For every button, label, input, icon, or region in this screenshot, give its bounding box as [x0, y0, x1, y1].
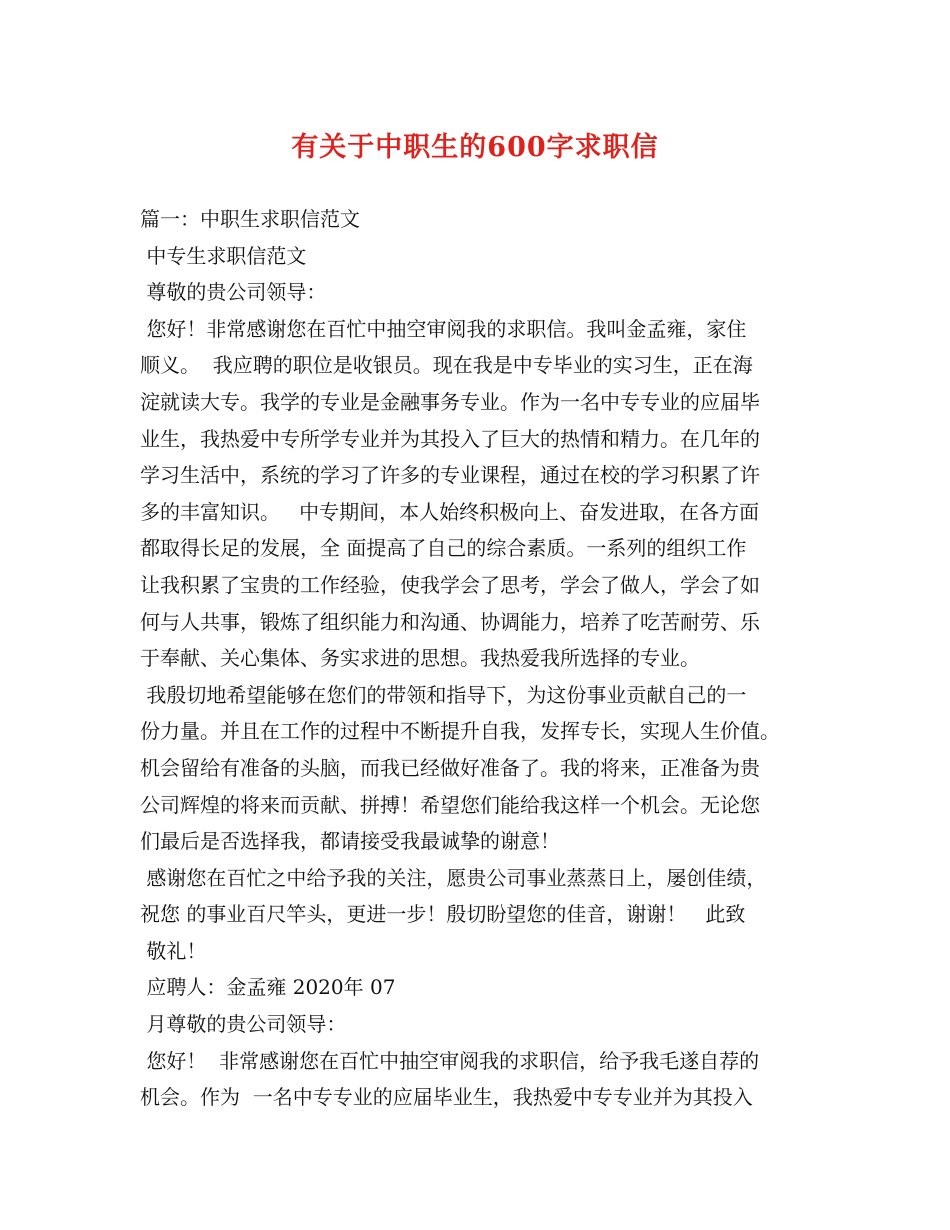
body-line: 多的丰富知识。 中专期间，本人始终积极向上、奋发进取，在各方面: [140, 499, 760, 524]
body-line: 尊敬的贵公司领导：: [140, 280, 327, 305]
body-line: 淀就读大专。我学的专业是金融事务专业。作为一名中专专业的应届毕: [140, 389, 760, 414]
body-line: 学习生活中，系统的学习了许多的专业课程，通过在校的学习积累了许: [140, 463, 760, 488]
body-line: 机会留给有准备的头脑，而我已经做好准备了。我的将来，正准备为贵: [140, 755, 760, 780]
body-line: 应聘人：金孟雍 2020年 07: [140, 975, 396, 1000]
body-line: 们最后是否选择我，都请接受我最诚挚的谢意！: [140, 829, 560, 854]
body-line: 感谢您在百忙之中给予我的关注，愿贵公司事业蒸蒸日上，屡创佳绩，: [140, 865, 767, 890]
body-line: 您好！ 非常感谢您在百忙中抽空审阅我的求职信，给予我毛遂自荐的: [140, 1048, 760, 1073]
body-line: 顺义。 我应聘的职位是收银员。现在我是中专毕业的实习生，正在海: [140, 353, 753, 378]
body-line: 份力量。并且在工作的过程中不断提升自我，发挥专长，实现人生价值。: [140, 719, 780, 744]
body-line: 于奉献、关心集体、务实求进的思想。我热爱我所选择的专业。: [140, 646, 700, 671]
body-line: 都取得长足的发展，全 面提高了自己的综合素质。一系列的组织工作: [140, 536, 747, 561]
body-line: 公司辉煌的将来而贡献、拼搏！希望您们能给我这样一个机会。无论您: [140, 792, 760, 817]
body-line: 让我积累了宝贵的工作经验，使我学会了思考，学会了做人，学会了如: [140, 572, 760, 597]
document-body: [140, 201, 820, 1116]
body-line: 月尊敬的贵公司领导：: [140, 1012, 347, 1037]
document-title: 有关于中职生的600字求职信: [291, 132, 659, 163]
body-line: 何与人共事，锻炼了组织能力和沟通、协调能力，培养了吃苦耐劳、乐: [140, 609, 760, 634]
body-line: 敬礼！: [140, 938, 207, 963]
body-line: 中专生求职信范文: [140, 243, 307, 268]
body-line: 机会。作为 一名中专专业的应届毕业生，我热爱中专专业并为其投入: [140, 1085, 753, 1110]
body-line: 您好！非常感谢您在百忙中抽空审阅我的求职信。我叫金孟雍，家住: [140, 316, 747, 341]
body-line: 篇一：中职生求职信范文: [140, 207, 360, 231]
body-line: 业生，我热爱中专所学专业并为其投入了巨大的热情和精力。在几年的: [140, 426, 760, 451]
body-line: 我殷切地希望能够在您们的带领和指导下，为这份事业贡献自己的一: [140, 682, 747, 707]
body-line: 祝您 的事业百尺竿头，更进一步！殷切盼望您的佳音，谢谢！ 此致: [140, 902, 746, 927]
